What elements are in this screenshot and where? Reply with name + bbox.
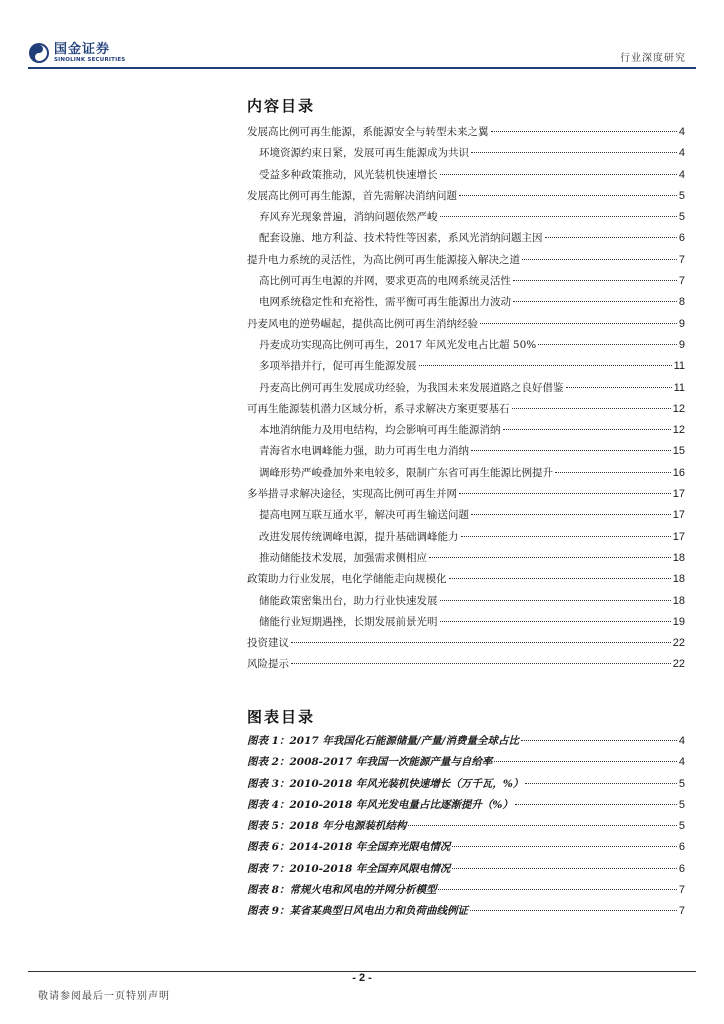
dot-leader [440, 621, 671, 622]
dot-leader [452, 846, 676, 847]
toc-entry[interactable] [247, 550, 685, 571]
toc-entry[interactable] [247, 529, 685, 550]
entry-page-number: 7 [678, 253, 685, 266]
entry-title: 高比例可再生电源的并网，要求更高的电网系统灵活性 [259, 275, 511, 288]
toc-entry[interactable] [247, 337, 685, 358]
entry-page-number: 4 [678, 735, 685, 747]
entry-page-number: 8 [678, 296, 685, 309]
entry-page-number: 22 [672, 637, 685, 650]
entry-page-number: 4 [678, 126, 685, 138]
entry-title: 多项举措并行，促可再生能源发展 [259, 360, 417, 373]
toc-entry[interactable] [247, 145, 685, 166]
entry-title: 储能行业短期遇挫，长期发展前景光明 [259, 615, 438, 628]
figures-list [247, 733, 685, 925]
figure-entry[interactable] [247, 882, 685, 903]
page-header [0, 0, 724, 72]
entry-page-number: 5 [678, 777, 685, 790]
entry-title: 图表 2：2008-2017 年我国一次能源产量与自给率 [247, 756, 493, 769]
entry-page-number: 17 [672, 509, 685, 522]
entry-page-number: 12 [672, 402, 685, 415]
toc-entry[interactable] [247, 252, 685, 273]
dot-leader [449, 578, 671, 579]
toc-entry[interactable] [247, 656, 685, 677]
entry-page-number: 5 [678, 189, 685, 202]
dot-leader [512, 408, 671, 409]
figure-entry[interactable] [247, 818, 685, 839]
dot-leader [440, 174, 677, 175]
entry-title: 配套设施、地方利益、技术特性等因素，系风光消纳问题主因 [259, 232, 543, 245]
page-number: - 2 - [352, 972, 372, 984]
entry-title: 青海省水电调峰能力强，助力可再生电力消纳 [259, 445, 469, 458]
dot-leader [471, 152, 677, 153]
figure-entry[interactable] [247, 797, 685, 818]
toc-entry[interactable] [247, 273, 685, 294]
toc-entry[interactable] [247, 507, 685, 528]
entry-page-number: 7 [678, 905, 685, 918]
entry-page-number: 9 [678, 338, 685, 351]
toc-entry[interactable] [247, 124, 685, 145]
entry-page-number: 9 [678, 317, 685, 330]
dot-leader [471, 514, 671, 515]
entry-page-number: 19 [672, 615, 685, 628]
entry-title: 丹麦高比例可再生发展成功经验，为我国未来发展道路之良好借鉴 [259, 381, 564, 394]
dot-leader [408, 825, 677, 826]
dot-leader [438, 889, 676, 890]
toc-entry[interactable] [247, 486, 685, 507]
dot-leader [471, 450, 671, 451]
dot-leader [480, 323, 677, 324]
dot-leader [429, 557, 671, 558]
toc-entry[interactable] [247, 316, 685, 337]
entry-page-number: 12 [672, 424, 685, 437]
dot-leader [291, 642, 671, 643]
dot-leader [522, 259, 677, 260]
entry-title: 环境资源约束日紧，发展可再生能源成为共识 [259, 147, 469, 160]
toc-entry[interactable] [247, 230, 685, 251]
dot-leader [440, 216, 677, 217]
toc-entry[interactable] [247, 167, 685, 188]
entry-page-number: 4 [678, 147, 685, 160]
entry-title: 丹麦成功实现高比例可再生，2017 年风光发电占比超 50% [259, 338, 537, 351]
dot-leader [491, 131, 677, 132]
toc-entry[interactable] [247, 401, 685, 422]
contents-list [247, 124, 685, 678]
figure-entry[interactable] [247, 903, 685, 924]
entry-page-number: 6 [678, 862, 685, 875]
entry-page-number: 5 [678, 211, 685, 224]
sinolink-logo [28, 40, 132, 66]
figures-title: 图表目录 [247, 708, 316, 726]
dot-leader [513, 301, 677, 302]
entry-page-number: 11 [673, 360, 685, 373]
entry-title: 图表 4：2010-2018 年风光发电量占比逐渐提升（%） [247, 798, 513, 811]
entry-title: 可再生能源装机潜力区域分析，系寻求解决方案更要基石 [247, 402, 510, 415]
dot-leader [538, 344, 677, 345]
dot-leader [525, 783, 676, 784]
entry-page-number: 4 [678, 756, 685, 769]
entry-title: 发展高比例可再生能源，首先需解决消纳问题 [247, 189, 457, 202]
dot-leader [566, 387, 672, 388]
report-type-label: 行业深度研究 [620, 53, 686, 64]
toc-entry[interactable] [247, 443, 685, 464]
entry-page-number: 6 [678, 841, 685, 854]
entry-title: 丹麦风电的逆势崛起，提供高比例可再生消纳经验 [247, 317, 478, 330]
toc-entry[interactable] [247, 188, 685, 209]
toc-entry[interactable] [247, 635, 685, 656]
figure-entry[interactable] [247, 754, 685, 775]
entry-title: 受益多种政策推动，风光装机快速增长 [259, 168, 438, 181]
entry-title: 多举措寻求解决途径，实现高比例可再生并网 [247, 488, 457, 501]
entry-title: 改进发展传统调峰电源，提升基础调峰能力 [259, 530, 459, 543]
dot-leader [555, 472, 671, 473]
toc-entry[interactable] [247, 358, 685, 379]
entry-page-number: 18 [672, 551, 685, 564]
toc-entry[interactable] [247, 294, 685, 315]
entry-page-number: 18 [672, 573, 685, 586]
dot-leader [291, 663, 671, 664]
entry-title: 图表 1：2017 年我国化石能源储量/产量/消费量全球占比 [247, 735, 520, 747]
dot-leader [459, 493, 671, 494]
entry-title: 弃风弃光现象普遍，消纳问题依然严峻 [259, 211, 438, 224]
dot-leader [459, 195, 677, 196]
toc-entry[interactable] [247, 571, 685, 592]
entry-page-number: 18 [672, 594, 685, 607]
dot-leader [461, 536, 671, 537]
logo-mark-icon [28, 42, 50, 64]
entry-title: 储能政策密集出台，助力行业快速发展 [259, 594, 438, 607]
entry-page-number: 5 [678, 820, 685, 833]
entry-title: 图表 5：2018 年分电源装机结构 [247, 820, 407, 833]
disclaimer-note: 敬请参阅最后一页特别声明 [38, 991, 170, 1002]
toc-entry[interactable] [247, 465, 685, 486]
entry-title: 图表 3：2010-2018 年风光装机快速增长（万千瓦，%） [247, 777, 524, 790]
dot-leader [513, 280, 677, 281]
entry-page-number: 7 [678, 275, 685, 288]
entry-title: 发展高比例可再生能源，系能源安全与转型未来之翼 [247, 126, 489, 138]
entry-title: 提高电网互联互通水平，解决可再生输送问题 [259, 509, 469, 522]
entry-title: 电网系统稳定性和充裕性，需平衡可再生能源出力波动 [259, 296, 511, 309]
entry-page-number: 22 [672, 658, 685, 671]
entry-title: 提升电力系统的灵活性，为高比例可再生能源接入解决之道 [247, 253, 520, 266]
entry-page-number: 5 [678, 798, 685, 811]
header-divider [28, 67, 696, 69]
dot-leader [440, 600, 671, 601]
dot-leader [470, 910, 677, 911]
entry-title: 推动储能技术发展，加强需求侧相应 [259, 551, 427, 564]
entry-title: 投资建议 [247, 637, 289, 650]
entry-title: 本地消纳能力及用电结构，均会影响可再生能源消纳 [259, 424, 501, 437]
entry-page-number: 15 [672, 445, 685, 458]
toc-entry[interactable] [247, 380, 685, 401]
toc-entry[interactable] [247, 209, 685, 230]
entry-title: 调峰形势严峻叠加外来电较多，限制广东省可再生能源比例提升 [259, 466, 553, 479]
figure-entry[interactable] [247, 861, 685, 882]
dot-leader [545, 237, 677, 238]
logo-chinese-name: 国金证券 [54, 41, 111, 57]
dot-leader [419, 365, 672, 366]
dot-leader [494, 761, 676, 762]
entry-page-number: 17 [672, 488, 685, 501]
entry-page-number: 4 [678, 168, 685, 181]
dot-leader [515, 804, 677, 805]
entry-title: 图表 8：常规火电和风电的并网分析模型 [247, 884, 437, 897]
figure-entry[interactable] [247, 839, 685, 860]
entry-page-number: 6 [678, 232, 685, 245]
entry-page-number: 7 [678, 884, 685, 897]
dot-leader [521, 740, 677, 741]
entry-page-number: 16 [672, 466, 685, 479]
entry-page-number: 17 [672, 530, 685, 543]
contents-title: 内容目录 [247, 97, 316, 115]
entry-page-number: 11 [673, 381, 685, 394]
entry-title: 政策助力行业发展，电化学储能走向规模化 [247, 573, 447, 586]
entry-title: 图表 6：2014-2018 年全国弃光限电情况 [247, 841, 451, 854]
entry-title: 图表 9：某省某典型日风电出力和负荷曲线例证 [247, 905, 468, 918]
dot-leader [503, 429, 671, 430]
dot-leader [452, 868, 676, 869]
toc-entry[interactable] [247, 614, 685, 635]
entry-title: 风险提示 [247, 658, 289, 671]
figure-entry[interactable] [247, 733, 685, 754]
entry-title: 图表 7：2010-2018 年全国弃风限电情况 [247, 862, 451, 875]
figure-entry[interactable] [247, 776, 685, 797]
logo-english-name: SINOLINK SECURITIES [54, 56, 126, 63]
toc-entry[interactable] [247, 593, 685, 614]
toc-entry[interactable] [247, 422, 685, 443]
